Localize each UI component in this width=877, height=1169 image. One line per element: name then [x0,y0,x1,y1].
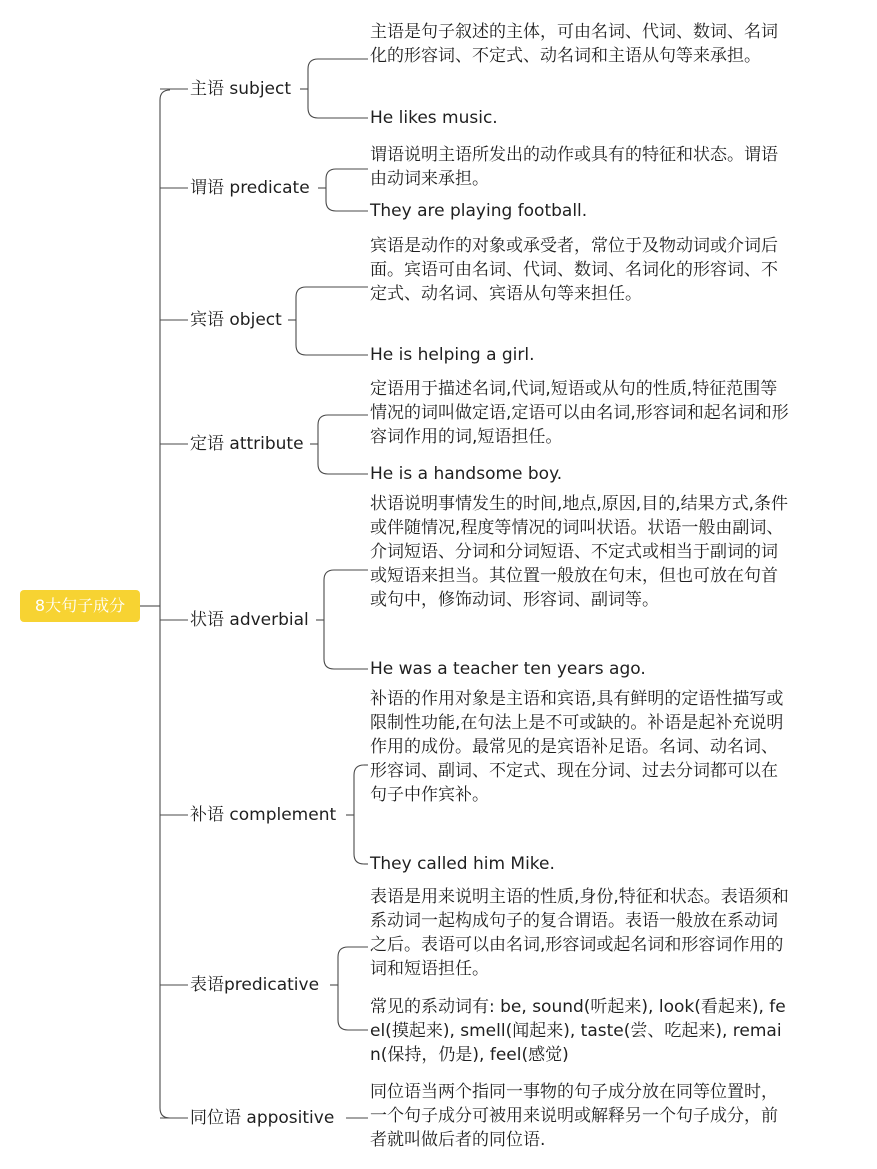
branch-appositive[interactable]: 同位语 appositive [190,1108,335,1128]
note-bracket-predicative [338,947,348,1030]
note-bracket-attribute [318,415,328,474]
note-predicate-definition: 谓语说明主语所发出的动作或具有的特征和状态。谓语由动词来承担。 [370,145,778,189]
root-node[interactable]: 8大句子成分 [20,590,140,622]
branch-predicate[interactable]: 谓语 predicate [190,178,310,198]
note-attribute-definition: 定语用于描述名词,代词,短语或从句的性质,特征范围等情况的词叫做定语,定语可以由名词,形容词和起名词和形容词作用的词,短语担任。 [370,379,789,447]
branch-object[interactable]: 宾语 object [190,310,282,330]
note-appositive-definition: 同位语当两个指同一事物的句子成分放在同等位置时，一个句子成分可被用来说明或解释另一个句子成分，前者就叫做后者的同位语. [370,1082,778,1150]
branch-adverbial[interactable]: 状语 adverbial [190,610,309,630]
note-adverbial-definition: 状语说明事情发生的时间,地点,原因,目的,结果方式,条件或伴随情况,程度等情况的词叫状语。状语一般由副词、介词短语、分词和分词短语、不定式或相当于副词的词或短语来担当。其位置一般放在句末，但也可放在句首或句中，修饰动词、形容词、副词等。 [370,494,789,610]
note-bracket-complement [354,765,364,864]
trunk-line [160,90,170,1118]
note-bracket-object [296,287,306,355]
note-complement-definition: 补语的作用对象是主语和宾语,具有鲜明的定语性描写或限制性功能,在句法上是不可或缺的。补语是起补充说明作用的成份。最常见的是宾语补足语。名词、动名词、形容词、副词、不定式、现在分词、过去分词都可以在句子中作宾补。 [370,689,784,805]
note-predicative-definition: 表语是用来说明主语的性质,身份,特征和状态。表语须和系动词一起构成句子的复合谓语。表语一般放在系动词之后。表语可以由名词,形容词或起名词和形容词作用的词和短语担任。 [370,887,789,979]
note-predicative-linking-verbs: 常见的系动词有: be, sound(听起来), look(看起来), feel(摸起来), smell(闻起来), taste(尝、吃起来), remain(保持，仍是), feel(感觉) [370,997,786,1065]
branch-complement[interactable]: 补语 complement [190,805,337,825]
branch-attribute[interactable]: 定语 attribute [190,434,304,454]
branch-subject[interactable]: 主语 subject [190,79,292,99]
note-object-example: He is helping a girl. [370,345,535,365]
note-bracket-adverbial [324,570,334,669]
note-adverbial-example: He was a teacher ten years ago. [370,659,646,679]
note-subject-definition: 主语是句子叙述的主体，可由名词、代词、数词、名词化的形容词、不定式、动名词和主语从句等来承担。 [370,22,778,66]
note-subject-example: He likes music. [370,108,498,128]
branch-predicative[interactable]: 表语predicative [190,975,320,995]
note-predicate-example: They are playing football. [370,201,588,221]
note-bracket-predicate [326,169,336,211]
note-object-definition: 宾语是动作的对象或承受者，常位于及物动词或介词后面。宾语可由名词、代词、数词、名词化的形容词、不定式、动名词、宾语从句等来担任。 [370,236,778,304]
note-attribute-example: He is a handsome boy. [370,464,563,484]
note-bracket-subject [308,59,318,118]
note-complement-example: They called him Mike. [370,854,555,874]
